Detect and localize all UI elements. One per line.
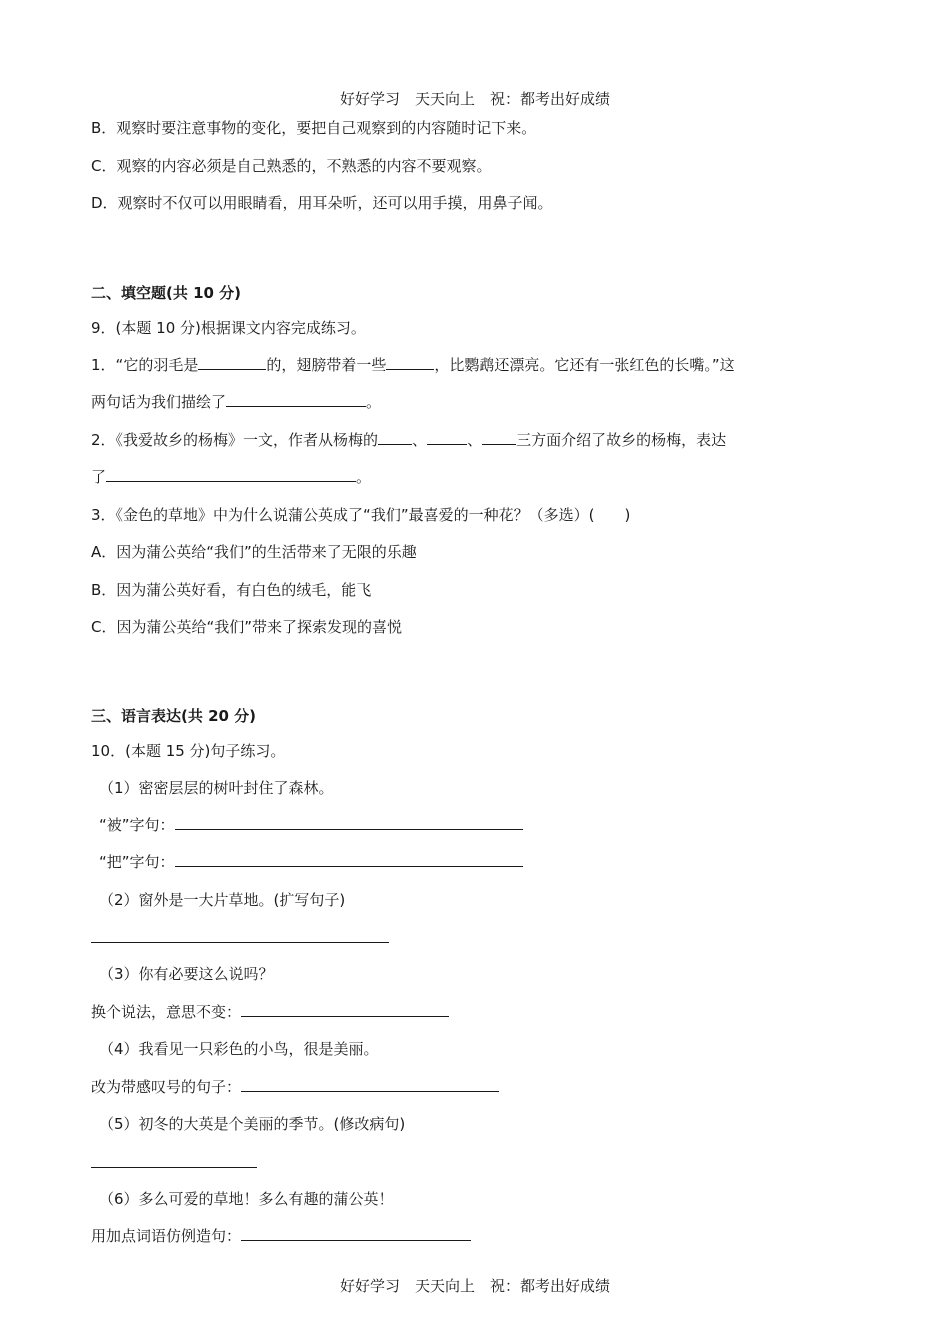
text: 用加点词语仿例造句： xyxy=(91,1227,242,1245)
text: 换个说法，意思不变： xyxy=(91,1003,242,1021)
answer-blank[interactable] xyxy=(241,1077,499,1092)
answer-blank[interactable] xyxy=(386,355,434,370)
option-d: D．观察时不仅可以用眼睛看，用耳朵听，还可以用手摸，用鼻子闻。 xyxy=(91,194,553,212)
answer-blank[interactable] xyxy=(175,852,523,867)
answer-blank[interactable] xyxy=(175,815,523,830)
answer-line[interactable] xyxy=(91,942,389,943)
ba-sentence-prompt xyxy=(99,852,523,872)
sentence-4-prompt xyxy=(91,1077,499,1097)
section-2-title: 二、填空题(共 10 分) xyxy=(91,284,242,302)
question-9-stem: 9．(本题 10 分)根据课文内容完成练习。 xyxy=(91,319,366,337)
sentence-3-prompt xyxy=(91,1002,449,1022)
text: “被”字句： xyxy=(99,816,175,834)
sentence-5: （5）初冬的大英是个美丽的季节。(修改病句) xyxy=(99,1115,406,1133)
sentence-6-prompt xyxy=(91,1226,471,1246)
question-9-part-3: 3．《金色的草地》中为什么说蒲公英成了“我们”最喜爱的一种花？（多选）( ) xyxy=(91,506,631,524)
text: 1．“它的羽毛是 xyxy=(91,356,199,374)
answer-blank[interactable] xyxy=(241,1002,449,1017)
question-9-part-2-cont xyxy=(91,467,371,487)
sentence-2: （2）窗外是一大片草地。(扩写句子) xyxy=(99,891,346,909)
text: 、 xyxy=(467,431,483,449)
sentence-3: （3）你有必要这么说吗？ xyxy=(99,965,274,983)
sentence-6: （6）多么可爱的草地！多么有趣的蒲公英！ xyxy=(99,1190,394,1208)
option-b: B．因为蒲公英好看，有白色的绒毛，能飞 xyxy=(91,581,372,599)
text: “把”字句： xyxy=(99,853,175,871)
answer-line[interactable] xyxy=(91,1167,257,1168)
question-9-part-1-cont xyxy=(91,392,381,412)
question-10-stem: 10．(本题 15 分)句子练习。 xyxy=(91,742,286,760)
bei-sentence-prompt xyxy=(99,815,523,835)
option-a: A．因为蒲公英给“我们”的生活带来了无限的乐趣 xyxy=(91,543,417,561)
text: ，比鹦鹉还漂亮。它还有一张红色的长嘴。”这 xyxy=(434,356,735,374)
text: 、 xyxy=(412,431,428,449)
section-3-title: 三、语言表达(共 20 分) xyxy=(91,707,257,725)
text: 两句话为我们描绘了 xyxy=(91,393,227,411)
option-c: C．观察的内容必须是自己熟悉的，不熟悉的内容不要观察。 xyxy=(91,157,492,175)
answer-blank[interactable] xyxy=(241,1226,471,1241)
text: 了 xyxy=(91,468,107,486)
answer-blank[interactable] xyxy=(427,430,467,445)
question-9-part-1 xyxy=(91,355,735,375)
answer-blank[interactable] xyxy=(226,392,366,407)
option-c: C．因为蒲公英给“我们”带来了探索发现的喜悦 xyxy=(91,618,403,636)
text: 的，翅膀带着一些 xyxy=(266,356,387,374)
sentence-1: （1）密密层层的树叶封住了森林。 xyxy=(99,779,334,797)
answer-blank[interactable] xyxy=(198,355,266,370)
page-footer: 好好学习 天天向上 祝：都考出好成绩 xyxy=(339,1277,610,1295)
text: 2．《我爱故乡的杨梅》一文，作者从杨梅的 xyxy=(91,431,379,449)
answer-blank[interactable] xyxy=(378,430,412,445)
sentence-4: （4）我看见一只彩色的小鸟，很是美丽。 xyxy=(99,1040,379,1058)
page-header: 好好学习 天天向上 祝：都考出好成绩 xyxy=(339,90,610,108)
text: 改为带感叹号的句子： xyxy=(91,1078,242,1096)
text: 。 xyxy=(356,468,372,486)
text: 三方面介绍了故乡的杨梅，表达 xyxy=(516,431,727,449)
option-b: B．观察时要注意事物的变化，要把自己观察到的内容随时记下来。 xyxy=(91,119,537,137)
answer-blank[interactable] xyxy=(482,430,516,445)
text: 。 xyxy=(366,393,382,411)
question-9-part-2 xyxy=(91,430,726,450)
answer-blank[interactable] xyxy=(106,467,356,482)
